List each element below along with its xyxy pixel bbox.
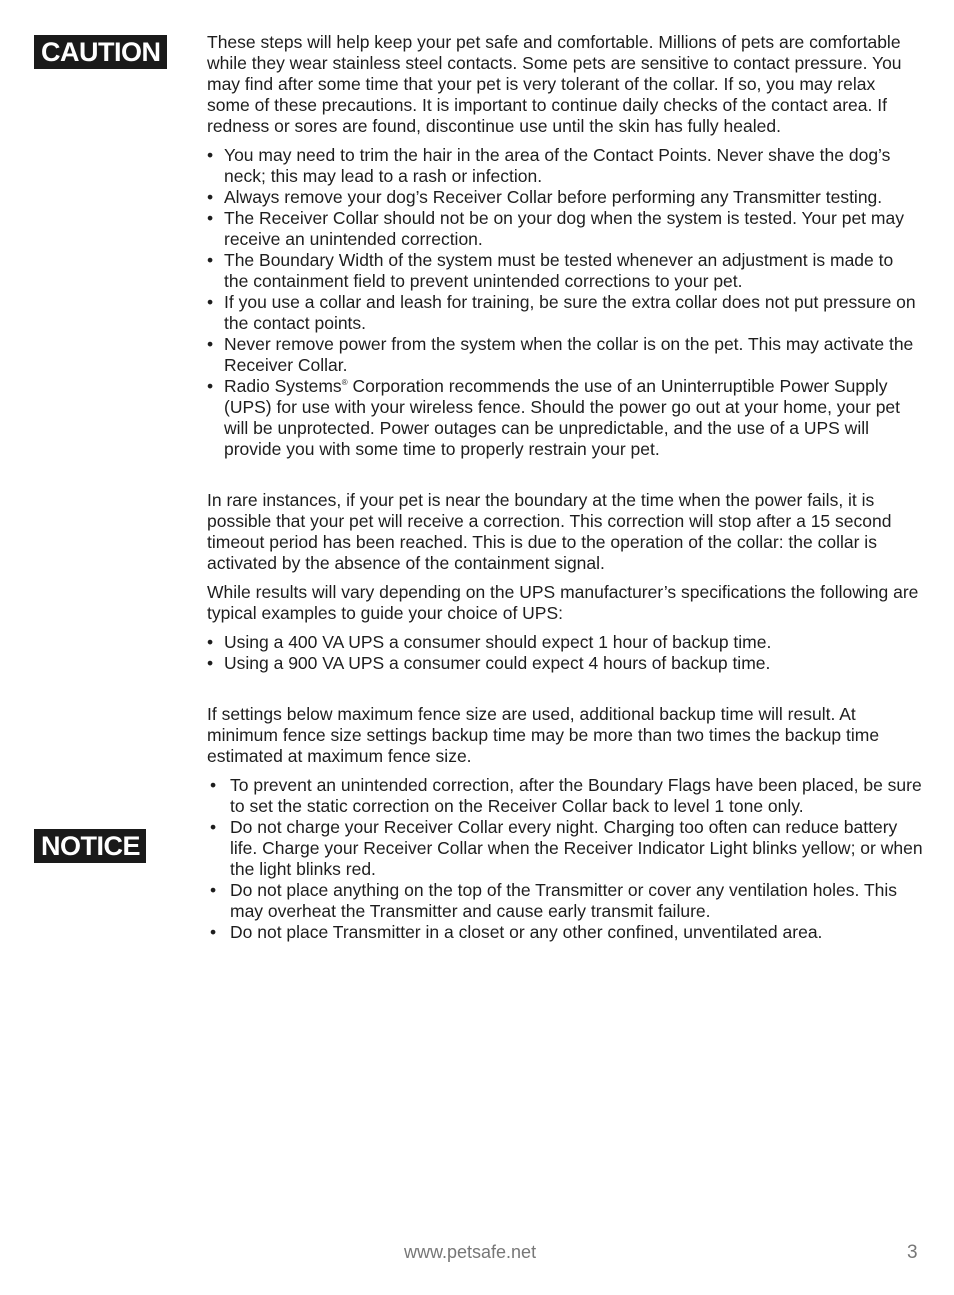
caution-bullet: • The Boundary Width of the system must be tested whenever an adjustment is made to the containment field to prevent unintended corrections to your pet. (207, 250, 922, 292)
registered-mark: ® (341, 378, 348, 388)
power-failure-paragraph: In rare instances, if your pet is near the boundary at the time when the power fails, it is possible that your pet will receive a correction. This correction will stop after a 15 second timeout period has been reached. This is due to the operation of the collar: the collar is activated by the absence of the containment signal. (207, 490, 892, 573)
caution-bullet: • Always remove your dog’s Receiver Collar before performing any Transmitter testing. (207, 187, 922, 208)
caution-bullet: • If you use a collar and leash for training, be sure the extra collar does not put pressure on the contact points. (207, 292, 922, 334)
caution-badge: CAUTION (34, 35, 167, 69)
caution-bullet: • You may need to trim the hair in the area of the Contact Points. Never shave the dog’s neck; this may lead to a rash or infection. (207, 145, 922, 187)
notice-bullet: • Do not place Transmitter in a closet or any other confined, unventilated area. (210, 922, 925, 943)
caution-bullet: • The Receiver Collar should not be on your dog when the system is tested. Your pet may receive an unintended correction. (207, 208, 922, 250)
fence-settings-paragraph: If settings below maximum fence size are used, additional backup time will result. At minimum fence size settings backup time may be more than two times the backup time estimated at maximum fence size. (207, 704, 880, 766)
page-number: 3 (907, 1242, 918, 1263)
notice-bullet: • Do not charge your Receiver Collar every night. Charging too often can reduce battery life. Charge your Receiver Collar when the Receiver Indicator Light blinks yellow; or when the light blinks red. (210, 817, 925, 880)
ups-results-paragraph: While results will vary depending on the UPS manufacturer’s specifications the following are typical examples to guide your choice of UPS: (207, 582, 919, 623)
notice-badge: NOTICE (34, 829, 146, 863)
page-content (207, 32, 922, 943)
caution-list (207, 145, 922, 460)
footer-website-url: www.petsafe.net (404, 1242, 537, 1262)
ups-bullet-rest: Corporation recommends the use of an Uninterruptible Power Supply (UPS) for use with your wireless fence. Should the power go out at your home, your pet will be unprotected. Power outages can be unpredictable, and the use of a UPS will provide you with some time to properly restrain your pet. (224, 376, 901, 459)
ups-examples-list (207, 632, 922, 674)
caution-intro: These steps will help keep your pet safe and comfortable. Millions of pets are comfortable while they wear stainless steel contacts. Some pets are sensitive to contact pressure. You may find after some time that your pet is very tolerant of the collar. If so, you may relax some of these precautions. It is important to continue daily checks of the contact area. If redness or sores are found, discontinue use until the skin has fully healed. (207, 32, 902, 136)
notice-bullet: • To prevent an unintended correction, after the Boundary Flags have been placed, be sure to set the static correction on the Receiver Collar back to level 1 tone only. (210, 775, 925, 817)
ups-bullet-start: Radio Systems (224, 376, 342, 396)
notice-list (210, 775, 925, 943)
caution-bullet: • Never remove power from the system when the collar is on the pet. This may activate the Receiver Collar. (207, 334, 922, 376)
ups-example-item: • Using a 400 VA UPS a consumer should expect 1 hour of backup time. (207, 632, 922, 653)
ups-recommendation-bullet (207, 376, 922, 460)
notice-bullet: • Do not place anything on the top of the Transmitter or cover any ventilation holes. This may overheat the Transmitter and cause early transmit failure. (210, 880, 925, 922)
ups-example-item: • Using a 900 VA UPS a consumer could expect 4 hours of backup time. (207, 653, 922, 674)
